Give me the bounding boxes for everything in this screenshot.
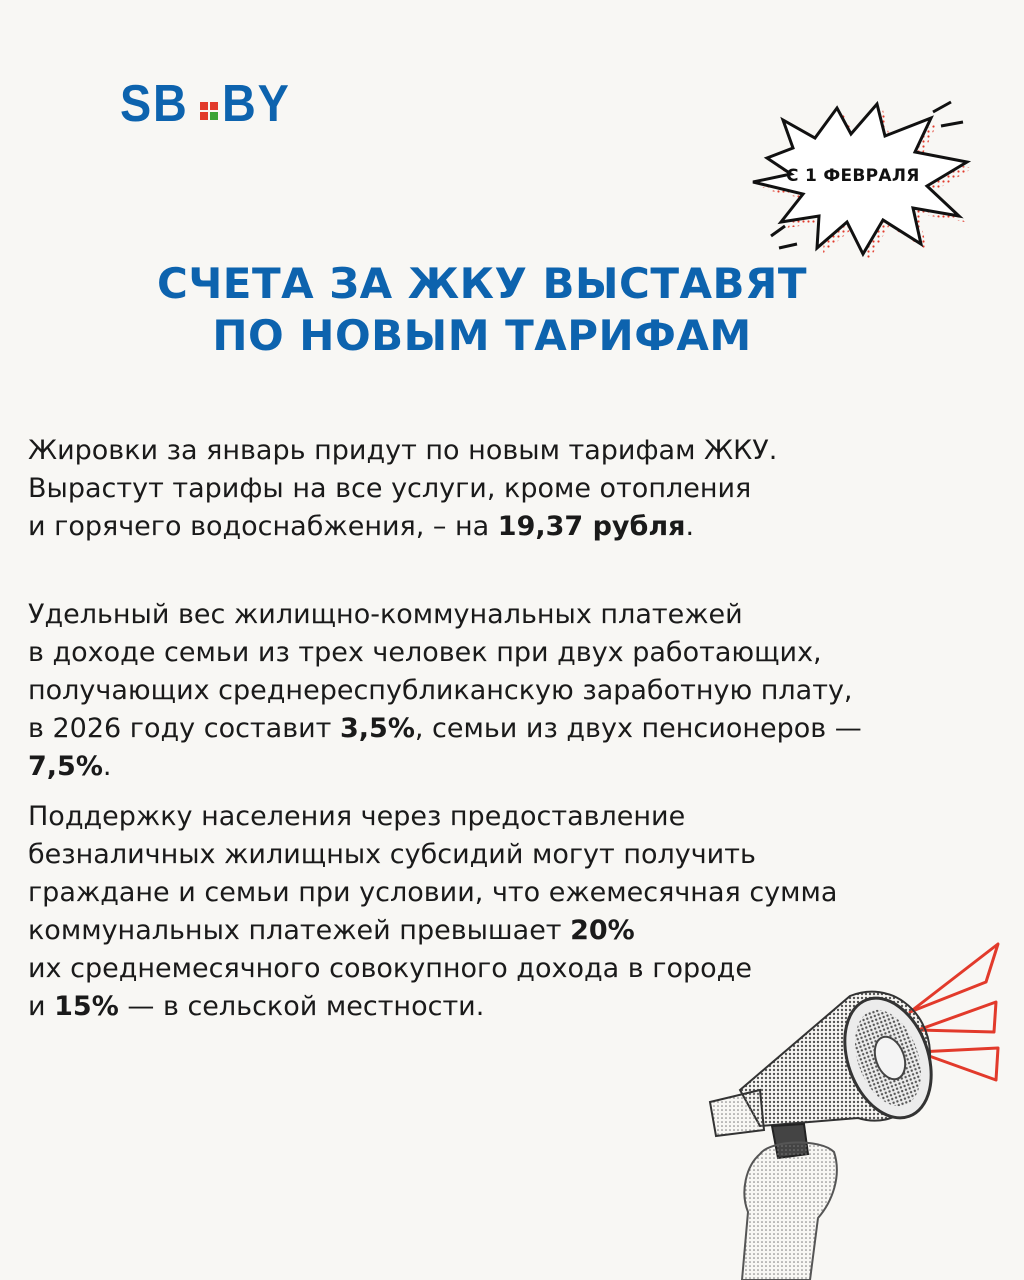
rural-threshold-value: 15%: [54, 991, 119, 1022]
logo-text-left: SB: [120, 75, 189, 133]
p3-line-3: граждане и семьи при условии, что ежемесячная сумма: [28, 877, 838, 908]
p3-line-5: их среднемесячного совокупного дохода в городе: [28, 953, 752, 984]
p2-line-5: [28, 748, 862, 786]
p3-line-4-pre: коммунальных платежей превышает: [28, 915, 571, 946]
p1-line-3: [28, 508, 777, 546]
p3-line-6-post: — в сельской местности.: [118, 991, 485, 1022]
p2-line-4-pre: в 2026 году составит: [28, 713, 340, 744]
family-share-value: 3,5%: [339, 713, 415, 744]
p2-line-4-post: , семьи из двух пенсионеров —: [414, 713, 862, 744]
p2-line-2: в доходе семьи из трех человек при двух работающих,: [28, 637, 822, 668]
title-line-2: ПО НОВЫМ ТАРИФАМ: [212, 311, 752, 360]
p1-line-3-post: .: [685, 511, 695, 542]
badge-label: С 1 ФЕВРАЛЯ: [786, 166, 920, 186]
paragraph-share: [28, 596, 862, 786]
p2-line-3: получающих среднереспубликанскую заработную плату,: [28, 675, 853, 706]
paragraph-tariffs: [28, 432, 777, 546]
p2-line-5-post: .: [102, 751, 112, 782]
p3-line-6-pre: и: [28, 991, 55, 1022]
sb-by-logo[interactable]: [120, 75, 299, 133]
city-threshold-value: 20%: [570, 915, 635, 946]
p2-line-4: [28, 710, 862, 748]
page-title: [0, 258, 964, 362]
p3-line-2: безналичных жилищных субсидий могут получить: [28, 839, 756, 870]
p3-line-1: Поддержку населения через предоставление: [28, 801, 686, 832]
logo-separator: [200, 102, 218, 120]
p2-line-1: Удельный вес жилищно-коммунальных платежей: [28, 599, 743, 630]
pensioners-share-value: 7,5%: [28, 751, 103, 782]
megaphone-icon: [700, 940, 1024, 1280]
p1-line-1: Жировки за январь придут по новым тарифам ЖКУ.: [28, 435, 778, 466]
tariff-increase-amount: 19,37 рубля: [497, 511, 686, 542]
logo-text-right: BY: [222, 75, 291, 133]
title-line-1: СЧЕТА ЗА ЖКУ ВЫСТАВЯТ: [157, 259, 807, 308]
p1-line-3-pre: и горячего водоснабжения, – на: [28, 511, 498, 542]
p1-line-2: Вырастут тарифы на все услуги, кроме отопления: [28, 473, 752, 504]
